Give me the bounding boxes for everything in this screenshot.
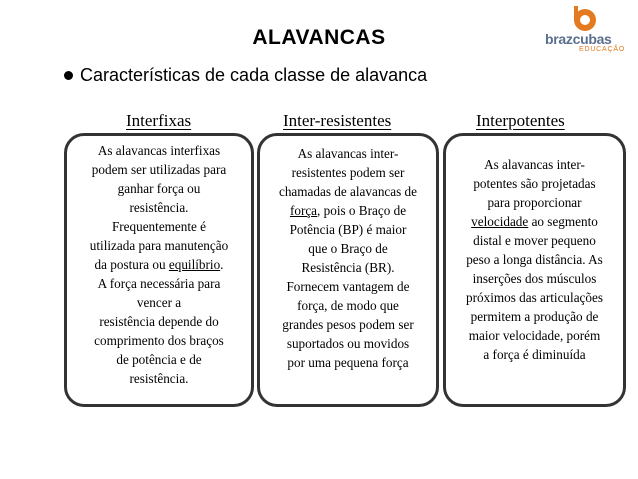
- text-line: maior velocidade, porém: [468, 328, 601, 343]
- text-line: vencer a: [136, 295, 182, 310]
- bullet-icon: [64, 71, 73, 80]
- underlined-term: força: [289, 203, 318, 218]
- text-line: próximos das articulações: [466, 290, 603, 305]
- text-line: que o Braço de: [308, 241, 388, 256]
- text-line: a força é diminuída: [483, 347, 586, 362]
- text-line: inserções dos músculos: [472, 271, 597, 286]
- text-segment: .: [220, 257, 224, 272]
- text-line: chamadas de alavancas de: [278, 184, 418, 199]
- subtitle: Características de cada classe de alavanca: [80, 65, 428, 85]
- text-line: resistência.: [129, 200, 189, 215]
- text-line: A força necessária para: [97, 276, 221, 291]
- text-line: [259, 201, 437, 220]
- box-text-inter-resistentes: [259, 144, 437, 372]
- column-heading-interfixas: Interfixas: [126, 111, 192, 130]
- column-heading-interpotentes: Interpotentes: [476, 111, 565, 130]
- underlined-term: velocidade: [471, 214, 529, 229]
- text-line: ganhar força ou: [117, 181, 201, 196]
- text-line: força, de modo que: [297, 298, 399, 313]
- box-text-interfixas: [66, 141, 252, 388]
- text-line: resistência depende do: [99, 314, 219, 329]
- page-title: ALAVANCAS: [252, 26, 386, 49]
- text-line: Resistência (BR).: [301, 260, 395, 275]
- text-segment: ao segmento: [528, 214, 598, 229]
- text-line: [66, 255, 252, 274]
- text-line: por uma pequena força: [287, 355, 409, 370]
- text-line: potentes são projetadas: [473, 176, 596, 191]
- logo-tagline-text: EDUCAÇÃO: [579, 46, 626, 53]
- text-line: para proporcionar: [487, 195, 582, 210]
- box-text-interpotentes: [445, 155, 624, 364]
- text-line: distal e mover pequeno: [473, 233, 596, 248]
- text-line: grandes pesos podem ser: [282, 317, 414, 332]
- text-line: peso a longa distância. As: [466, 252, 603, 267]
- text-line: As alavancas interfixas: [97, 143, 221, 158]
- text-line: As alavancas inter-: [484, 157, 585, 172]
- text-segment: , pois o Braço de: [317, 203, 407, 218]
- text-line: permitem a produção de: [470, 309, 599, 324]
- text-line: suportados ou movidos: [286, 336, 410, 351]
- text-line: Frequentemente é: [111, 219, 207, 234]
- text-segment: da postura ou: [94, 257, 169, 272]
- text-line: Potência (BP) é maior: [289, 222, 407, 237]
- text-line: de potência e de: [116, 352, 202, 367]
- text-line: resistentes podem ser: [291, 165, 405, 180]
- text-line: Fornecem vantagem de: [286, 279, 410, 294]
- text-line: As alavancas inter-: [297, 146, 399, 161]
- text-line: resistência.: [129, 371, 189, 386]
- text-line: podem ser utilizadas para: [91, 162, 227, 177]
- text-line: utilizada para manutenção: [89, 238, 229, 253]
- logo-brand-text: brazcubas: [545, 31, 612, 47]
- text-line: comprimento dos braços: [94, 333, 224, 348]
- text-line: [445, 212, 624, 231]
- column-heading-inter-resistentes: Inter-resistentes: [283, 111, 392, 130]
- brazcubas-logo: [545, 6, 633, 53]
- underlined-term: equilíbrio: [168, 257, 221, 272]
